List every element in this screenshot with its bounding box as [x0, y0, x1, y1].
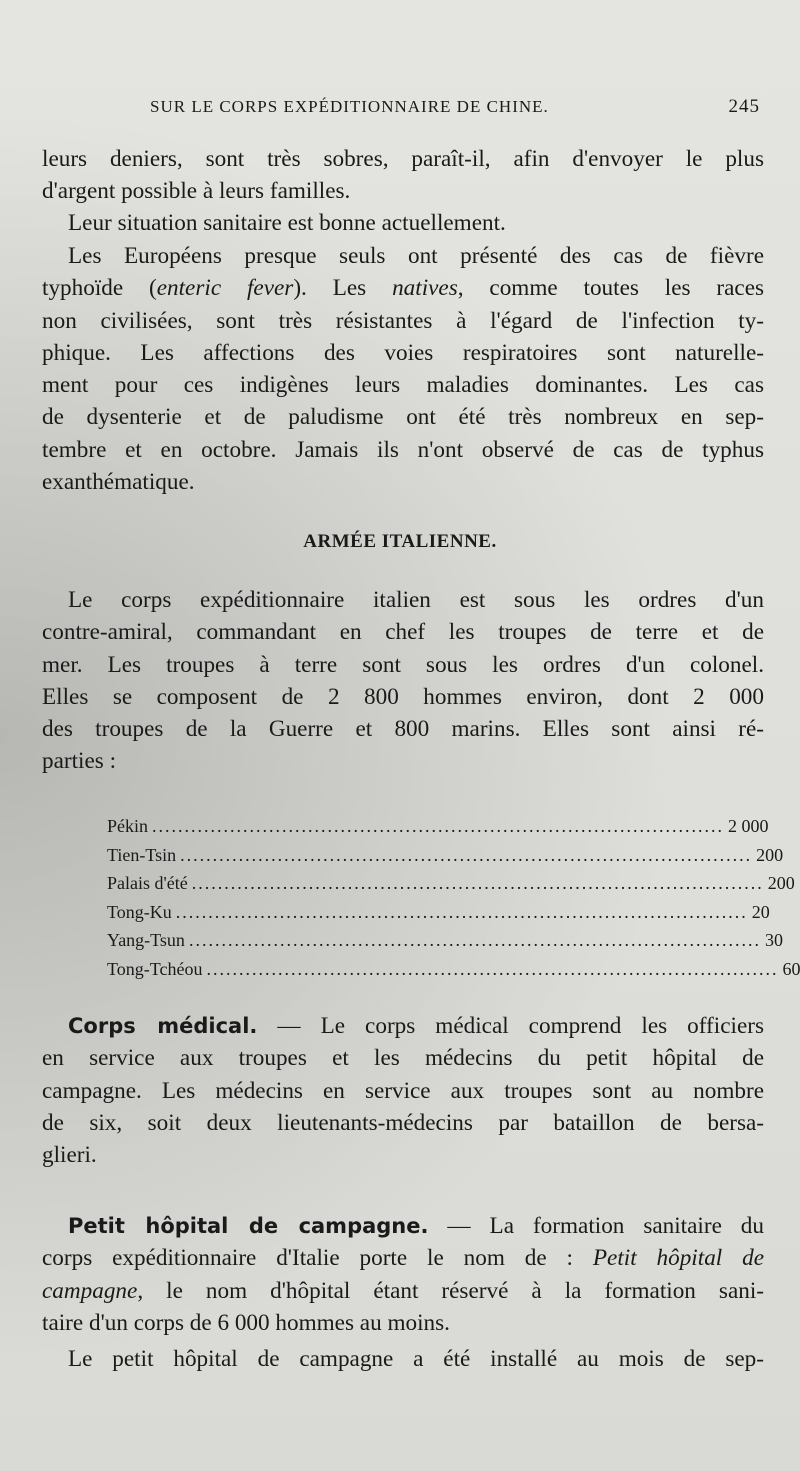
section-title: Petit hôpital de campagne. — [68, 1214, 429, 1238]
paragraph-3 — [42, 240, 764, 498]
troop-count: 20 — [751, 901, 770, 922]
place-name: Tien-Tsin — [107, 844, 177, 865]
leader-dots: ........................................................................................ — [191, 873, 764, 894]
text-line: Corps médical. — Le corps médical comprend les officiers — [68, 1013, 764, 1039]
paragraph-2 — [42, 207, 764, 239]
text-line: des troupes de la Guerre et 800 marins. Elles sont ainsi ré- — [42, 716, 764, 743]
text-line: Les Européens presque seuls ont présenté des cas de fièvre — [68, 243, 764, 269]
place-name: Palais d'été — [107, 873, 188, 894]
table-row — [107, 812, 769, 841]
text-line: Leur situation sanitaire est bonne actuellement. — [68, 210, 506, 236]
paragraph-1 — [42, 143, 764, 208]
text-line: typhoïde (enteric fever). Les natives, comme toutes les races — [42, 275, 765, 302]
place-name: Tong-Tchéou — [107, 958, 203, 979]
place-name: Yang-Tsun — [107, 930, 185, 951]
text-line: d'argent possible à leurs familles. — [42, 178, 351, 205]
troop-distribution-table — [107, 812, 800, 984]
text-line: de six, soit deux lieutenants-médecins par bataillon de bersa- — [42, 1109, 764, 1136]
leader-dots: ........................................................................................ — [152, 816, 725, 836]
running-head: SUR LE CORPS EXPÉDITIONNAIRE DE CHINE. — [150, 97, 549, 116]
leader-dots: ........................................................................................ — [180, 844, 753, 865]
place-name: Pékin — [107, 816, 149, 836]
text-line: en service aux troupes et les médecins du petit hôpital de — [42, 1045, 764, 1072]
section-heading: ARMÉE ITALIENNE. — [303, 531, 497, 552]
troop-count: 60 — [782, 958, 800, 979]
text-line: taire d'un corps de 6 000 hommes au moins. — [42, 1309, 450, 1336]
text-line: exanthématique. — [42, 469, 195, 496]
paragraph-7 — [42, 1343, 764, 1375]
paragraph-4 — [42, 584, 764, 778]
troop-count: 2 000 — [728, 816, 769, 836]
italic-term: natives — [392, 275, 458, 302]
text-line: mer. Les troupes à terre sont sous les ordres d'un colonel. — [42, 651, 764, 678]
text-line: tembre et en octobre. Jamais ils n'ont observé de cas de typhus — [42, 436, 764, 463]
text-line: campagne, le nom d'hôpital étant réservé à la formation sani- — [42, 1277, 764, 1304]
text-line: parties : — [42, 748, 117, 775]
troop-count: 200 — [756, 844, 784, 865]
troop-count: 200 — [767, 873, 795, 894]
table-row — [107, 955, 800, 984]
paragraph-corps-medical — [42, 1010, 764, 1171]
text-line: campagne. Les médecins en service aux troupes sont au nombre — [42, 1077, 764, 1104]
troop-count: 30 — [764, 930, 783, 951]
text-line: ment pour ces indigènes leurs maladies dominantes. Les cas — [42, 372, 764, 399]
italic-term: enteric fever — [156, 275, 294, 302]
text-line: Le corps expéditionnaire italien est sous les ordres d'un — [68, 587, 764, 613]
page-number: 245 — [728, 96, 760, 117]
text-line: leurs deniers, sont très sobres, paraît-il, afin d'envoyer le plus — [42, 146, 764, 172]
italic-term: campagne — [42, 1277, 138, 1304]
text-line: Petit hôpital de campagne. — La formation sanitaire du — [68, 1213, 764, 1239]
table-row — [107, 841, 784, 870]
text-line: corps expéditionnaire d'Italie porte le nom de : Petit hôpital de — [42, 1245, 764, 1272]
text-line: non civilisées, sont très résistantes à l'égard de l'infection ty- — [42, 307, 764, 334]
text-line: Le petit hôpital de campagne a été installé au mois de sep- — [68, 1346, 764, 1372]
page-header — [150, 96, 770, 118]
table-row — [107, 898, 770, 927]
leader-dots: ........................................................................................ — [175, 901, 748, 922]
text-line: phique. Les affections des voies respiratoires sont naturelle- — [42, 339, 764, 366]
table-row — [107, 869, 795, 898]
text-line: contre-amiral, commandant en chef les troupes de terre et de — [42, 619, 764, 646]
italic-term: Petit hôpital de — [592, 1245, 764, 1272]
place-name: Tong-Ku — [107, 901, 172, 922]
table-row — [107, 926, 783, 955]
text-line: de dysenterie et de paludisme ont été très nombreux en sep- — [42, 404, 764, 431]
section-title: Corps médical. — [68, 1014, 258, 1038]
text-line: glieri. — [42, 1142, 97, 1169]
leader-dots: ........................................................................................ — [206, 958, 779, 979]
leader-dots: ........................................................................................ — [188, 930, 761, 951]
paragraph-petit-hopital — [42, 1210, 764, 1339]
text-line: Elles se composent de 2 800 hommes environ, dont 2 000 — [42, 683, 764, 710]
